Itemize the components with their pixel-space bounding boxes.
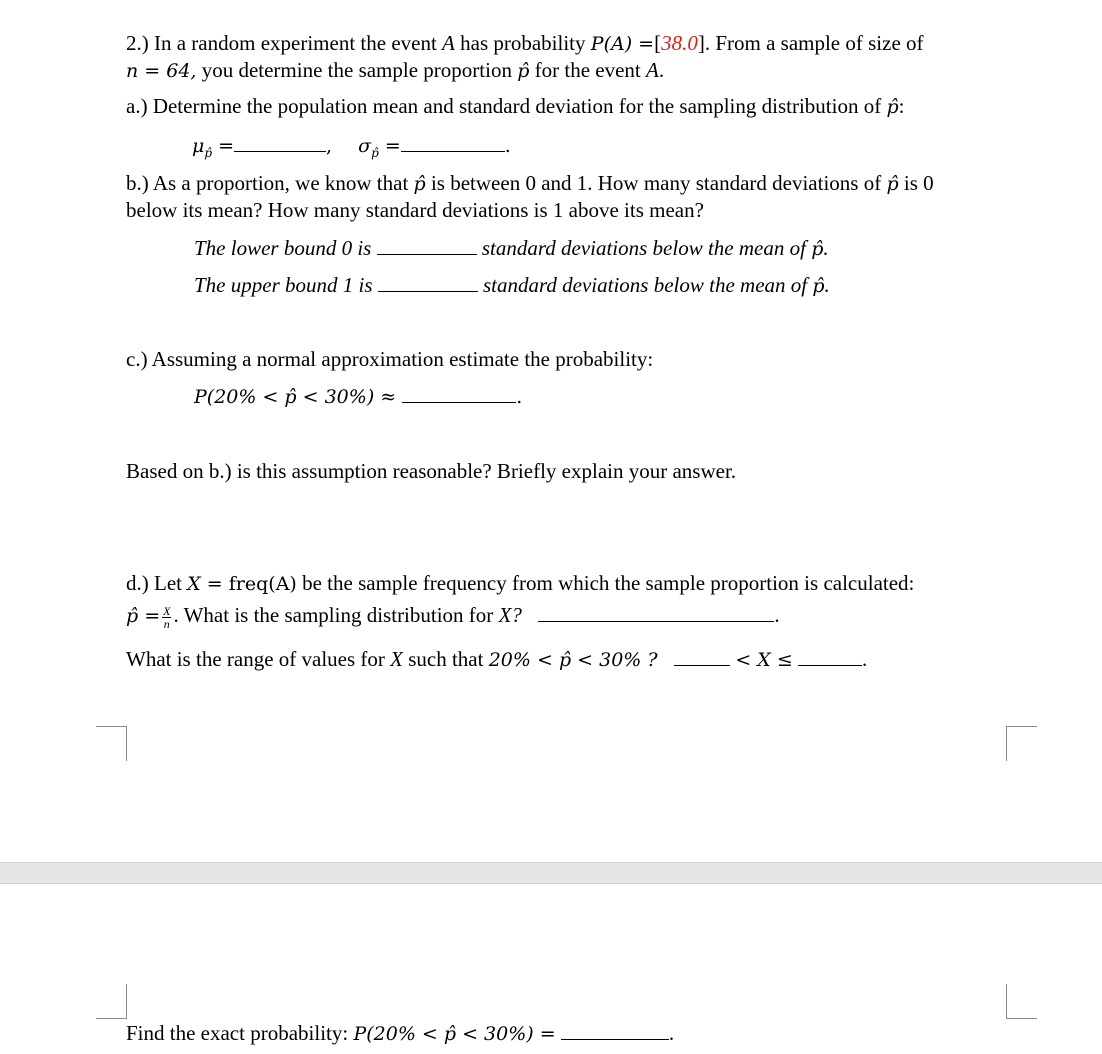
sampling-distribution-blank[interactable]	[538, 603, 774, 622]
lower-bound-line: The lower bound 0 is standard deviations below the mean of p̂.	[194, 236, 829, 260]
page-break-gap	[0, 862, 1102, 884]
page-corner-mark-left-2	[96, 984, 127, 1019]
sd-answer-blank[interactable]	[401, 133, 505, 152]
page-corner-mark-right	[1006, 726, 1037, 761]
range-lower-blank[interactable]	[674, 647, 730, 666]
assumption-question: Based on b.) is this assumption reasonable? Briefly explain your answer.	[126, 459, 737, 483]
range-question-line: What is the range of values for X such that 20% < p̂ < 30% ? < X ≤ .	[126, 647, 868, 671]
exact-probability-blank[interactable]	[561, 1021, 669, 1040]
page-corner-mark-left	[96, 726, 127, 761]
page-corner-mark-right-2	[1006, 984, 1037, 1019]
part-a-prompt: a.) Determine the population mean and standard deviation for the sampling distribution of p̂:	[126, 94, 905, 118]
exact-probability-line: Find the exact probability: P(20% < p̂ < 30%) = .	[126, 1021, 675, 1045]
normal-approx-line: P(20% < p̂ < 30%) ≈ .	[194, 386, 523, 408]
question-intro-line2: n = 64, you determine the sample proportion p̂ for the event A.	[126, 58, 665, 82]
upper-bound-blank[interactable]	[378, 273, 478, 292]
part-d-line1: d.) Let X = freq(A) be the sample frequency from which the sample proportion is calculated:	[126, 571, 915, 595]
range-upper-blank[interactable]	[798, 647, 862, 666]
part-a-answers: $\mu_{p̂}$ = , $\sigma_{p̂}$ = .	[192, 135, 511, 160]
question-intro-line1: 2.) In a random experiment the event A has probability P(A) =[38.0]. From a sample of size of	[126, 31, 924, 55]
part-c-prompt: c.) Assuming a normal approximation estimate the probability:	[126, 347, 654, 371]
upper-bound-line: The upper bound 1 is standard deviations below the mean of p̂.	[194, 273, 830, 297]
part-b-line2: below its mean? How many standard deviations is 1 above its mean?	[126, 198, 704, 222]
probability-value: 38.0	[661, 31, 698, 55]
part-b-line1: b.) As a proportion, we know that p̂ is between 0 and 1. How many standard deviations of p̂ is 0	[126, 171, 934, 195]
part-d-line2: p̂ = $\frac{X}{n}$ . What is the sampling distribution for X? .	[126, 603, 780, 631]
mean-answer-blank[interactable]	[234, 133, 326, 152]
lower-bound-blank[interactable]	[377, 236, 477, 255]
normal-approx-blank[interactable]	[402, 384, 516, 403]
